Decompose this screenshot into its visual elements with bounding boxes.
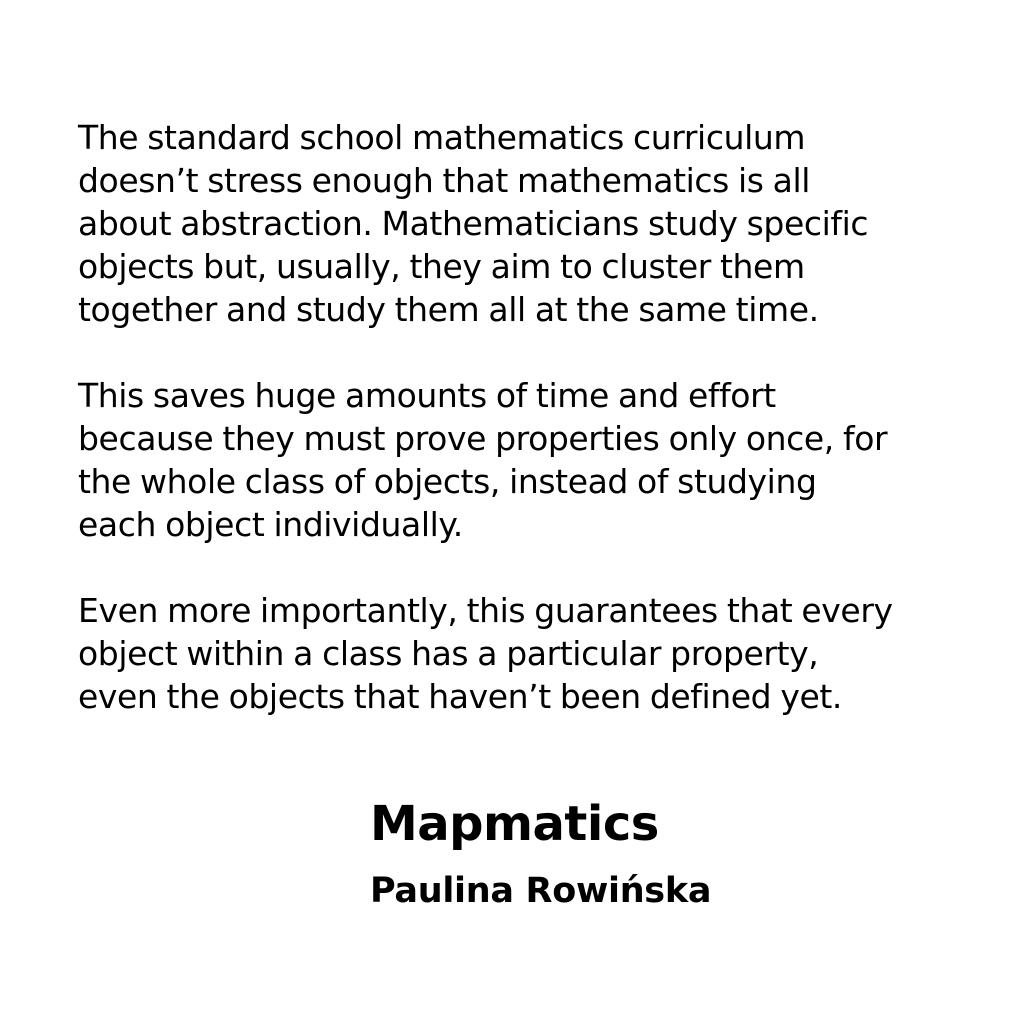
author-name: Paulina Rowińska — [370, 871, 712, 911]
quote-line: doesn’t stress enough that mathematics is all — [78, 161, 811, 200]
quote-line: each object individually. — [78, 505, 463, 544]
book-title: Mapmatics — [370, 796, 659, 852]
quote-line: objects but, usually, they aim to cluster them — [78, 247, 805, 286]
quote-line: Even more importantly, this guarantees that every — [78, 591, 893, 630]
quote-line: because they must prove properties only once, for — [78, 419, 888, 458]
quote-line: even the objects that haven’t been defined yet. — [78, 677, 842, 716]
quote-paragraph-3 — [78, 589, 978, 718]
attribution — [370, 795, 711, 913]
quote-paragraph-2 — [78, 374, 978, 546]
quote-line: object within a class has a particular property, — [78, 634, 819, 673]
quote-block — [78, 116, 978, 718]
quote-paragraph-1 — [78, 116, 978, 331]
quote-line: about abstraction. Mathematicians study specific — [78, 204, 869, 243]
quote-line: This saves huge amounts of time and effort — [78, 376, 776, 415]
quote-line: The standard school mathematics curriculum — [78, 118, 806, 157]
quote-line: the whole class of objects, instead of studying — [78, 462, 817, 501]
quote-line: together and study them all at the same time. — [78, 290, 819, 329]
